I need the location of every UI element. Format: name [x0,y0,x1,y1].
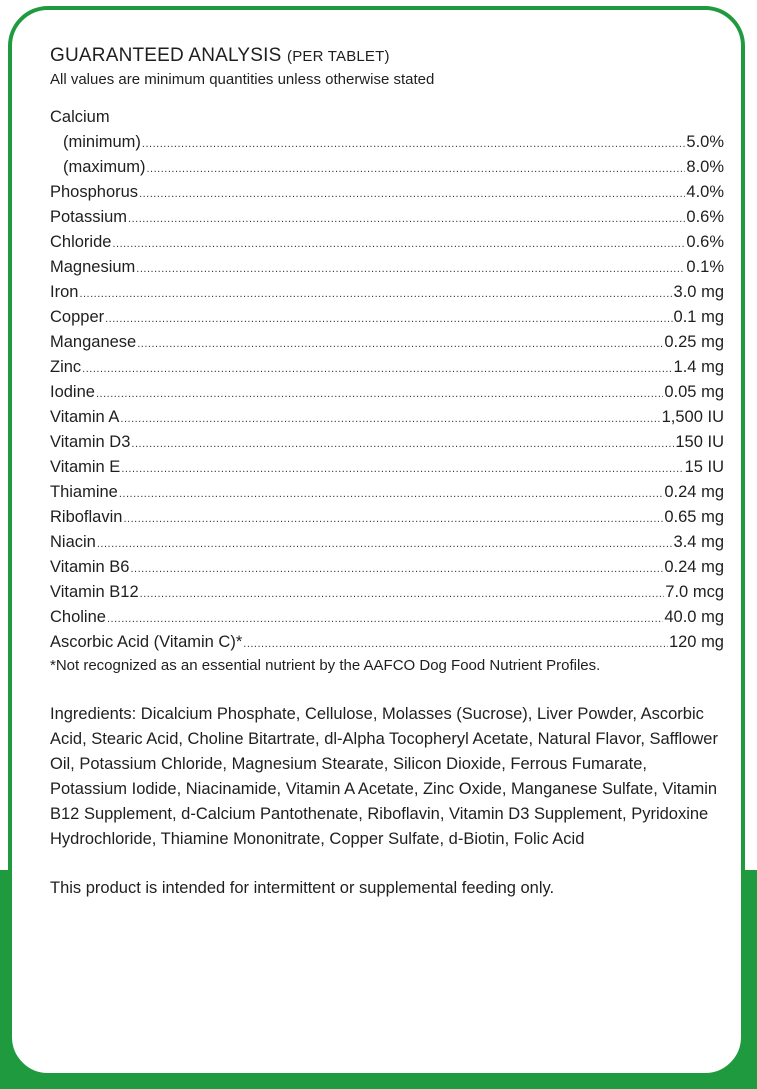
analysis-row [50,280,724,305]
nutrient-value: 0.6% [686,233,724,251]
feeding-statement: This product is intended for intermittent or supplemental feeding only. [50,879,555,897]
analysis-row [50,155,724,180]
nutrient-value: 7.0 mcg [665,583,724,601]
nutrient-label: Phosphorus [50,183,139,201]
dot-leader [107,607,663,632]
dot-leader [136,257,685,282]
nutrient-value: 0.05 mg [664,383,724,401]
analysis-row [50,555,724,580]
ingredients-paragraph: Ingredients: Dicalcium Phosphate, Cellulose, Molasses (Sucrose), Liver Powder, Ascorbic Acid, Stearic Acid, Choline Bitartrate, dl-Alpha Tocopheryl Acetate, Natural Flavor, Safflower Oil, Potassium Chloride, Magnesium Stearate, Silicon Dioxide, Ferrous Fumarate, Potassium Iodide, Niacinamide, Vitamin A Acetate, Zinc Oxide, Manganese Sulfate, Vitamin B12 Supplement, d-Calcium Pantothenate, Riboflavin, Vitamin D3 Supplement, Pyridoxine Hydrochloride, Thiamine Mononitrate, Copper Sulfate, d-Biotin, Folic Acid [50,705,718,848]
dot-leader [142,132,685,157]
analysis-row [50,180,724,205]
analysis-row [50,355,724,380]
dot-leader [79,282,672,307]
analysis-row [50,255,724,280]
nutrient-label: Iodine [50,383,95,401]
nutrient-label: Magnesium [50,258,136,276]
nutrient-label: Copper [50,308,105,326]
analysis-row [50,380,724,405]
nutrient-label: Vitamin B12 [50,583,139,601]
nutrient-value: 120 mg [668,633,724,651]
nutrient-label: Vitamin A [50,408,120,426]
analysis-row-calcium [50,105,724,130]
analysis-row [50,130,724,155]
nutrient-value: 1,500 IU [661,408,724,426]
dot-leader [112,232,685,257]
nutrient-value: 0.25 mg [664,333,724,351]
dot-leader [119,482,664,507]
analysis-note: All values are minimum quantities unless otherwise stated [50,71,435,88]
nutrient-label: Manganese [50,333,137,351]
analysis-row [50,455,724,480]
label-content [50,44,724,901]
nutrient-value: 3.4 mg [673,533,724,551]
analysis-row [50,530,724,555]
analysis-row [50,405,724,430]
nutrient-label: Potassium [50,208,128,226]
nutrient-value: 150 IU [675,433,724,451]
nutrient-label: Riboflavin [50,508,123,526]
dot-leader [147,157,686,182]
analysis-row [50,605,724,630]
analysis-row [50,630,724,655]
nutrient-label: Vitamin E [50,458,121,476]
nutrient-label: Thiamine [50,483,118,501]
analysis-row [50,505,724,530]
nutrient-value: 3.0 mg [673,283,724,301]
nutrient-value: 8.0% [686,158,724,176]
dot-leader [243,632,668,657]
dot-leader [82,357,672,382]
dot-leader [105,307,672,332]
nutrient-label: (maximum) [63,158,146,176]
analysis-title [50,44,724,69]
nutrient-label: Vitamin D3 [50,433,131,451]
nutrient-value: 15 IU [684,458,724,476]
nutrient-value: 0.6% [686,208,724,226]
nutrient-label: Ascorbic Acid (Vitamin C)* [50,633,243,651]
dot-leader [131,432,674,457]
nutrient-label: Vitamin B6 [50,558,130,576]
nutrient-value: 40.0 mg [664,608,724,626]
analysis-title-suffix: (PER TABLET) [287,48,390,65]
nutrient-value: 4.0% [686,183,724,201]
analysis-table [50,105,724,655]
analysis-row [50,430,724,455]
nutrient-label: Calcium [50,108,110,126]
analysis-row [50,205,724,230]
nutrient-value: 1.4 mg [673,358,724,376]
dot-leader [120,407,660,432]
analysis-row [50,330,724,355]
dot-leader [137,332,663,357]
nutrient-label: Niacin [50,533,96,551]
nutrient-value: 0.65 mg [664,508,724,526]
dot-leader [123,507,663,532]
analysis-row [50,230,724,255]
analysis-row [50,580,724,605]
analysis-row [50,480,724,505]
analysis-title-text: GUARANTEED ANALYSIS [50,45,282,66]
label-panel [8,6,745,1077]
dot-leader [131,557,664,582]
nutrient-label: Chloride [50,233,112,251]
dot-leader [121,457,683,482]
nutrient-value: 0.24 mg [664,483,724,501]
nutrient-value: 5.0% [686,133,724,151]
nutrient-label: Zinc [50,358,82,376]
dot-leader [140,582,665,607]
dot-leader [96,382,663,407]
nutrient-value: 0.1 mg [673,308,724,326]
nutrient-label: Choline [50,608,106,626]
dot-leader [97,532,673,557]
dot-leader [139,182,685,207]
nutrient-value: 0.24 mg [664,558,724,576]
dot-leader [128,207,685,232]
analysis-footnote: *Not recognized as an essential nutrient by the AAFCO Dog Food Nutrient Profiles. [50,657,601,674]
nutrient-value: 0.1% [686,258,724,276]
nutrient-label: (minimum) [63,133,141,151]
analysis-row [50,305,724,330]
nutrient-label: Iron [50,283,79,301]
